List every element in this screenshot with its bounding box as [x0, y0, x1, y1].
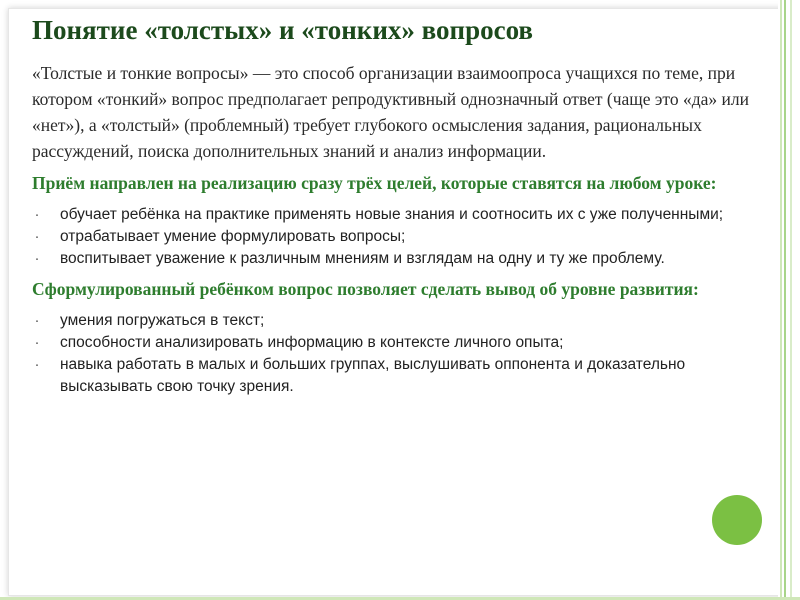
development-list	[32, 310, 772, 398]
bullet-icon: ·	[34, 312, 40, 329]
goals-list	[32, 204, 772, 270]
development-heading: Сформулированный ребёнком вопрос позволяет сделать вывод об уровне развития:	[32, 279, 699, 299]
list-item: · воспитывает уважение к различным мнениям и взглядам на одну и ту же проблему.	[32, 248, 772, 270]
bullet-icon: ·	[34, 356, 40, 373]
decorative-stripes	[778, 0, 800, 600]
slide-content	[32, 14, 772, 404]
green-circle-icon	[712, 495, 762, 545]
list-item: · способности анализировать информацию в контексте личного опыта;	[32, 332, 772, 354]
bullet-icon: ·	[34, 228, 40, 245]
bullet-icon: ·	[34, 250, 40, 267]
bullet-icon: ·	[34, 334, 40, 351]
list-item: · умения погружаться в текст;	[32, 310, 772, 332]
list-item: · обучает ребёнка на практике применять новые знания и соотносить их с уже полученными;	[32, 204, 772, 226]
bullet-icon: ·	[34, 206, 40, 223]
intro-paragraph: «Толстые и тонкие вопросы» — это способ организации взаимоопроса учащихся по теме, при котором «тонкий» вопрос предполагает репродуктивный однозначный ответ (чаще это «да» или «нет»), а «толстый» (проблемный) требует глубокого осмысления задания, рациональных рассуждений, поиска дополнительных знаний и анализ информации.	[32, 63, 749, 161]
goals-heading: Приём направлен на реализацию сразу трёх целей, которые ставятся на любом уроке:	[32, 173, 717, 193]
slide-title: Понятие «толстых» и «тонких» вопросов	[32, 15, 533, 45]
list-item: · отрабатывает умение формулировать вопросы;	[32, 226, 772, 248]
list-item: · навыка работать в малых и больших группах, выслушивать оппонента и доказательно высказывать свою точку зрения.	[32, 354, 772, 398]
